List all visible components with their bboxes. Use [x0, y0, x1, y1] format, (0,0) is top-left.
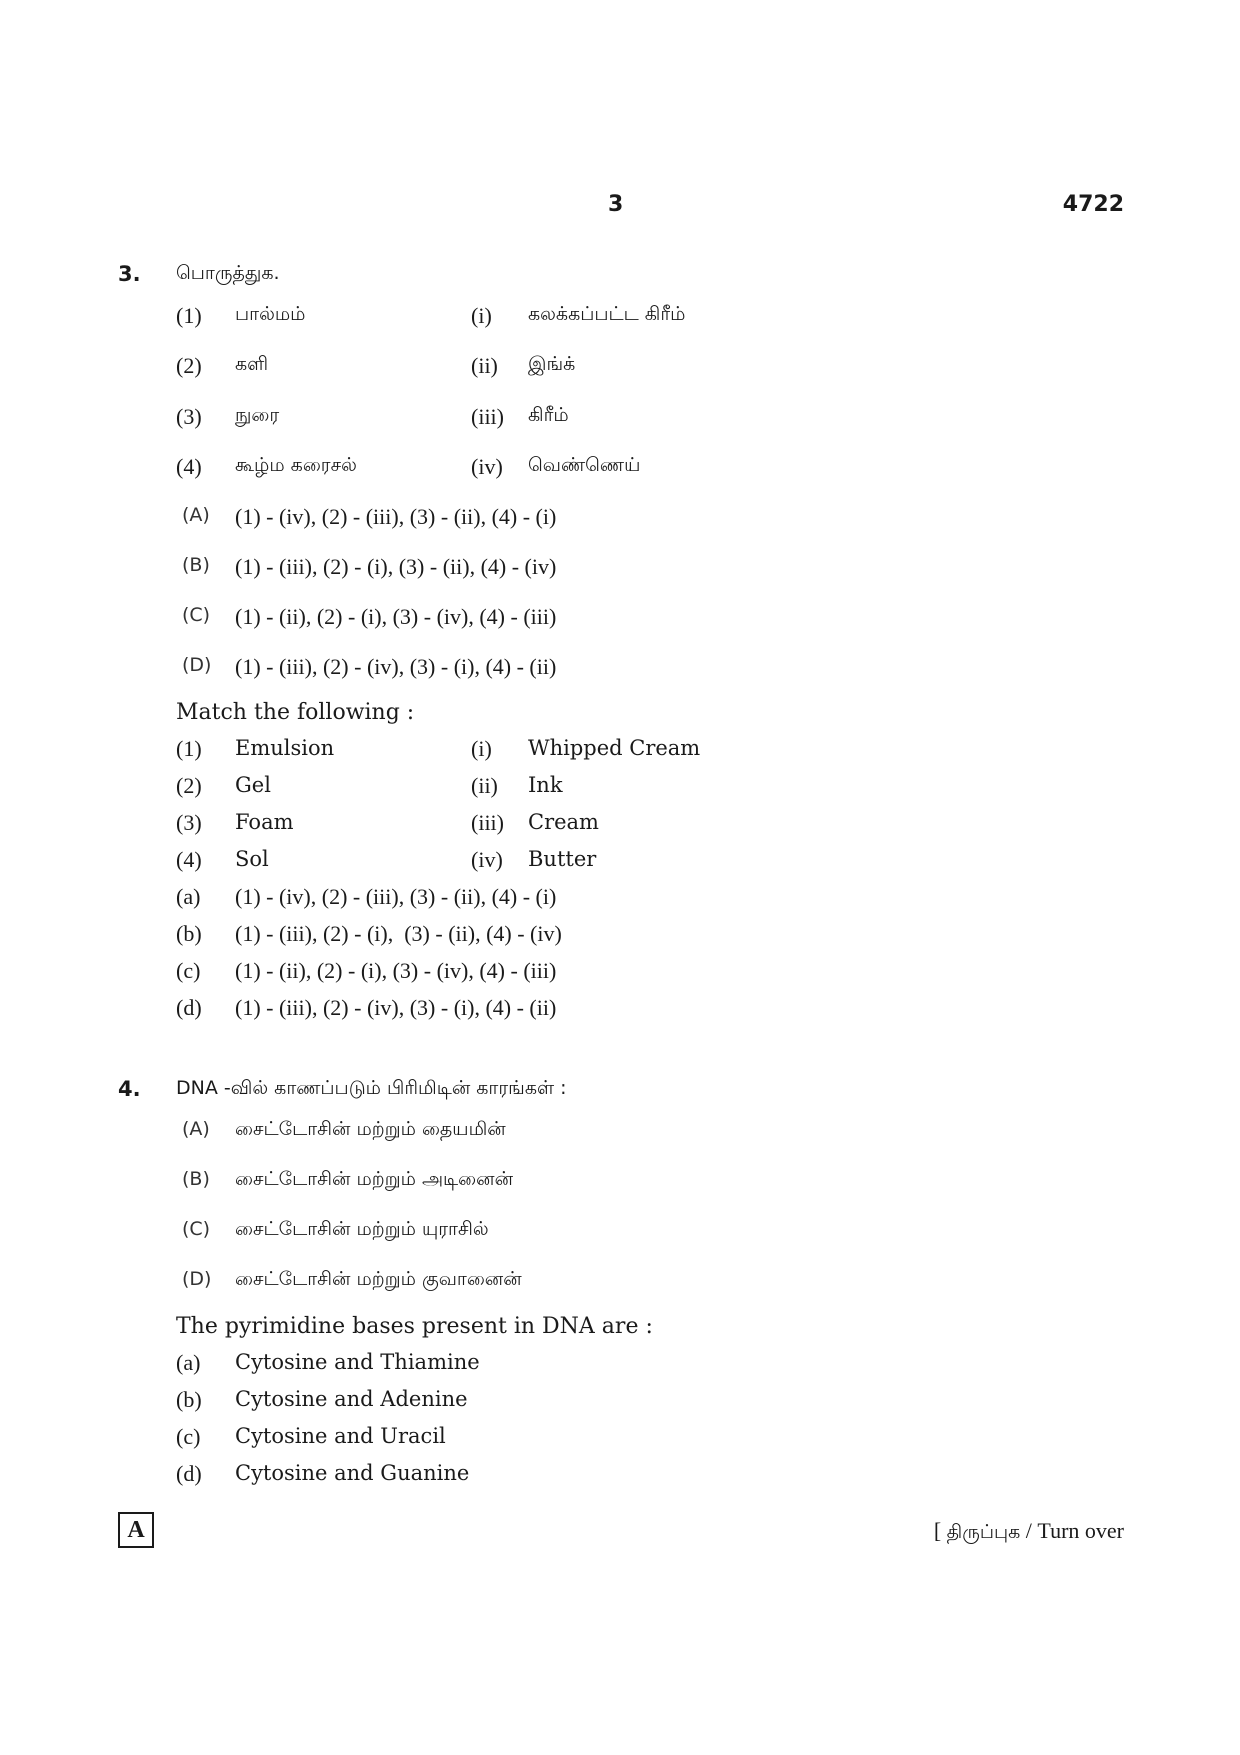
pair-right-term: Whipped Cream: [528, 736, 701, 760]
option-label: (C): [182, 604, 211, 626]
pair-left-term: பால்மம்: [235, 303, 306, 325]
series-box: A: [118, 1512, 154, 1548]
page-number: 3: [608, 192, 624, 217]
pair-left-term: களி: [235, 353, 269, 375]
option-text: (1) - (ii), (2) - (i), (3) - (iv), (4) - (iii): [235, 604, 557, 629]
turn-over-separator: /: [1020, 1518, 1038, 1543]
pair-left-term: கூழ்ம கரைசல்: [235, 454, 357, 476]
option-label: (b): [176, 921, 202, 946]
question-4-tamil-stem: DNA -வில் காணப்படும் பிரிமிடின் காரங்கள் :: [176, 1077, 567, 1099]
question-3-tamil-stem: பொருத்துக.: [176, 262, 280, 284]
option-text: Cytosine and Guanine: [235, 1461, 470, 1485]
option-label: (B): [182, 1168, 210, 1190]
option-text: சைட்டோசின் மற்றும் தையமின்: [235, 1118, 506, 1140]
option-text: Cytosine and Adenine: [235, 1387, 468, 1411]
option-label: (C): [182, 1218, 211, 1240]
option-text: Cytosine and Thiamine: [235, 1350, 480, 1374]
pair-right-term: வெண்ணெய்: [528, 454, 641, 476]
pair-left-number: (2): [176, 353, 202, 378]
option-text: (1) - (iii), (2) - (i), (3) - (ii), (4) - (iv): [235, 921, 562, 946]
pair-left-number: (2): [176, 773, 202, 798]
pair-left-number: (1): [176, 303, 202, 328]
option-label: (D): [182, 654, 212, 676]
option-label: (b): [176, 1387, 202, 1412]
pair-right-term: Butter: [528, 847, 597, 871]
option-text: (1) - (iv), (2) - (iii), (3) - (ii), (4) - (i): [235, 504, 557, 529]
pair-left-term: Emulsion: [235, 736, 335, 760]
option-text: (1) - (iii), (2) - (iv), (3) - (i), (4) - (ii): [235, 654, 557, 679]
turn-over-tamil: திருப்புக: [946, 1521, 1021, 1543]
turn-over-bracket: [: [933, 1518, 947, 1543]
pair-left-term: Gel: [235, 773, 271, 797]
pair-right-number: (iii): [471, 810, 504, 835]
pair-right-term: இங்க்: [528, 353, 576, 375]
pair-left-term: Foam: [235, 810, 294, 834]
pair-right-number: (ii): [471, 773, 498, 798]
pair-right-number: (ii): [471, 353, 498, 378]
option-text: (1) - (iv), (2) - (iii), (3) - (ii), (4) - (i): [235, 884, 557, 909]
option-label: (c): [176, 1424, 201, 1449]
turn-over-note: [934, 1518, 1124, 1546]
pair-right-term: Cream: [528, 810, 599, 834]
pair-left-number: (3): [176, 404, 202, 429]
pair-left-number: (4): [176, 454, 202, 479]
pair-right-number: (i): [471, 303, 492, 328]
option-label: (d): [176, 995, 202, 1020]
question-3-english-stem: Match the following :: [176, 700, 415, 725]
pair-left-number: (4): [176, 847, 202, 872]
option-text: (1) - (iii), (2) - (i), (3) - (ii), (4) - (iv): [235, 554, 557, 579]
option-text: (1) - (iii), (2) - (iv), (3) - (i), (4) - (ii): [235, 995, 557, 1020]
pair-right-term: கிரீம்: [528, 404, 569, 426]
option-text: சைட்டோசின் மற்றும் அடினைன்: [235, 1168, 514, 1190]
option-label: (a): [176, 884, 201, 909]
question-3-number: 3.: [118, 262, 141, 286]
option-text: சைட்டோசின் மற்றும் யுராசில்: [235, 1218, 489, 1240]
pair-left-number: (1): [176, 736, 202, 761]
pair-right-term: கலக்கப்பட்ட கிரீம்: [528, 303, 686, 325]
pair-right-number: (i): [471, 736, 492, 761]
pair-right-term: Ink: [528, 773, 563, 797]
question-4-english-stem: The pyrimidine bases present in DNA are :: [176, 1314, 653, 1339]
option-label: (A): [182, 504, 210, 526]
paper-code: 4722: [1062, 192, 1124, 217]
option-label: (B): [182, 554, 210, 576]
option-label: (D): [182, 1268, 212, 1290]
turn-over-english: Turn over: [1037, 1518, 1124, 1543]
pair-left-term: Sol: [235, 847, 269, 871]
option-label: (d): [176, 1461, 202, 1486]
question-4-number: 4.: [118, 1077, 141, 1101]
option-text: Cytosine and Uracil: [235, 1424, 446, 1448]
option-label: (A): [182, 1118, 210, 1140]
option-label: (c): [176, 958, 201, 983]
option-text: (1) - (ii), (2) - (i), (3) - (iv), (4) - (iii): [235, 958, 557, 983]
pair-right-number: (iv): [471, 454, 503, 479]
option-text: சைட்டோசின் மற்றும் குவானைன்: [235, 1268, 522, 1290]
pair-right-number: (iv): [471, 847, 503, 872]
pair-right-number: (iii): [471, 404, 504, 429]
pair-left-number: (3): [176, 810, 202, 835]
pair-left-term: நுரை: [235, 404, 280, 426]
option-label: (a): [176, 1350, 201, 1375]
